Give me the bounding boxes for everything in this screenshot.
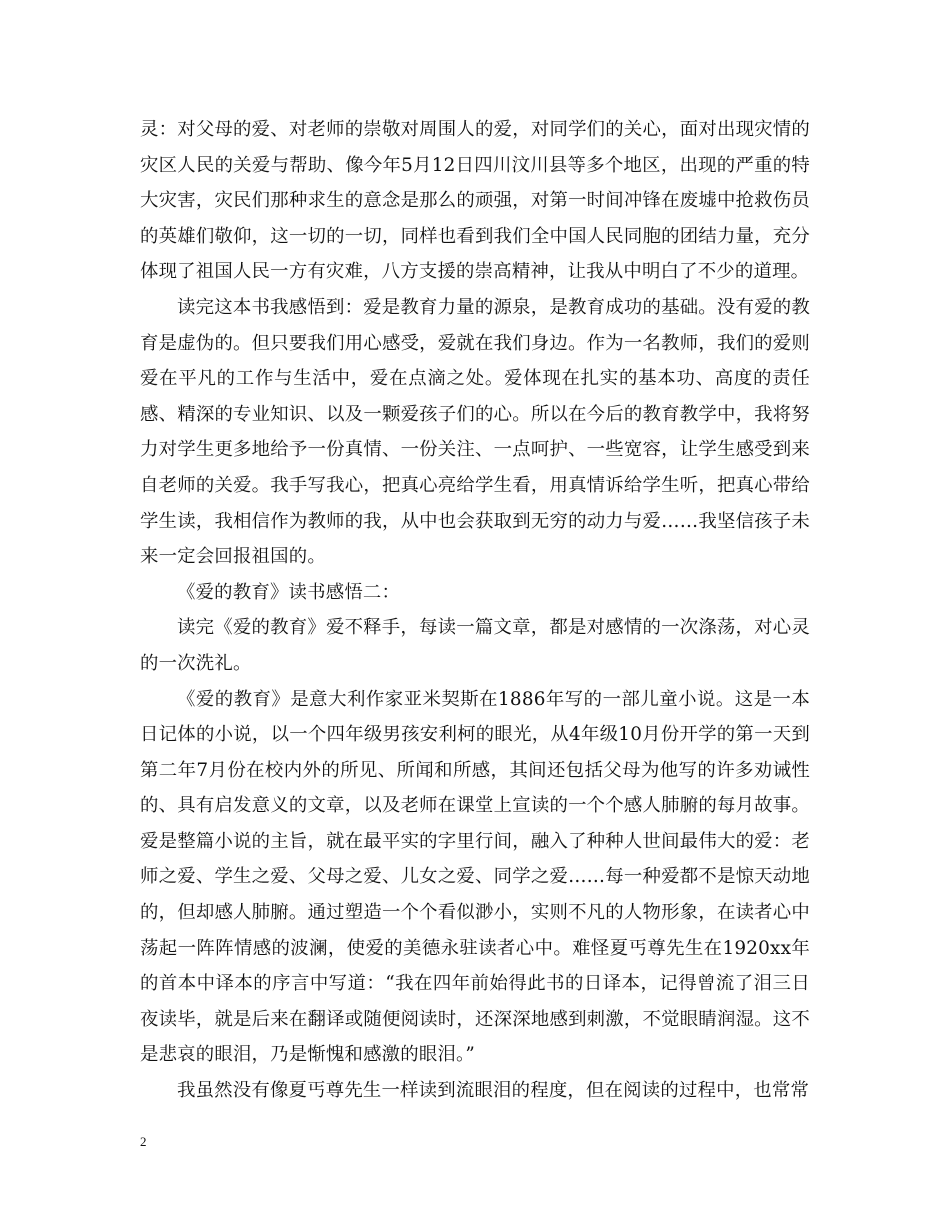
paragraph-6: 我虽然没有像夏丐尊先生一样读到流眼泪的程度，但在阅读的过程中，也常常 [177, 1080, 810, 1102]
paragraph-2: 读完这本书我感悟到：爱是教育力量的源泉，是教育成功的基础。没有爱的教育是虚伪的。但只要我们用心感受，爱就在我们身边。作为一名教师，我们的爱则爱在平凡的工作与生活中，爱在点滴之处。爱体现在扎实的基本功、高度的责任感、精深的专业知识、以及一颗爱孩子们的心。所以在今后的教育教学中，我将努力对学生更多地给予一份真情、一份关注、一点呵护、一些宽容，让学生感受到来自老师的关爱。我手写我心，把真心亮给学生看，用真情诉给学生听，把真心带给学生读，我相信作为教师的我，从中也会获取到无穷的动力与爱……我坚信孩子未来一定会回报祖国的。 [140, 296, 810, 568]
body-text [140, 112, 810, 1109]
paragraph-5: 《爱的教育》是意大利作家亚米契斯在1886年写的一部儿童小说。这是一本日记体的小说，以一个四年级男孩安利柯的眼光，从4年级10月份开学的第一天到第二年7月份在校内外的所见、所闻和所感，其间还包括父母为他写的许多劝诫性的、具有启发意义的文章，以及老师在课堂上宣读的一个个感人肺腑的每月故事。爱是整篇小说的主旨，就在最平实的字里行间，融入了种种人世间最伟大的爱：老师之爱、学生之爱、父母之爱、儿女之爱、同学之爱……每一种爱都不是惊天动地的，但却感人肺腑。通过塑造一个个看似渺小，实则不凡的人物形象，在读者心中荡起一阵阵情感的波澜，使爱的美德永驻读者心中。难怪夏丐尊先生在1920xx年的首本中译本的序言中写道：“我在四年前始得此书的日译本，记得曾流了泪三日夜读毕，就是后来在翻译或随便阅读时，还深深地感到刺激，不觉眼睛润湿。这不是悲哀的眼泪，乃是惭愧和感激的眼泪。” [140, 688, 810, 1066]
paragraph-1: 灵：对父母的爱、对老师的崇敬对周围人的爱，对同学们的关心，面对出现灾情的灾区人民的关爱与帮助、像今年5月12日四川汶川县等多个地区，出现的严重的特大灾害，灾民们那种求生的意念是那么的顽强，对第一时间冲锋在废墟中抢救伤员的英雄们敬仰，这一切的一切，同样也看到我们全中国人民同胞的团结力量，充分体现了祖国人民一方有灾难，八方支援的崇高精神，让我从中明白了不少的道理。 [140, 119, 810, 283]
paragraph-4: 读完《爱的教育》爱不释手，每读一篇文章，都是对感情的一次涤荡，对心灵的一次洗礼。 [140, 617, 810, 674]
section-heading: 《爱的教育》读书感悟二： [177, 581, 401, 603]
page-number: 2 [140, 1134, 147, 1149]
